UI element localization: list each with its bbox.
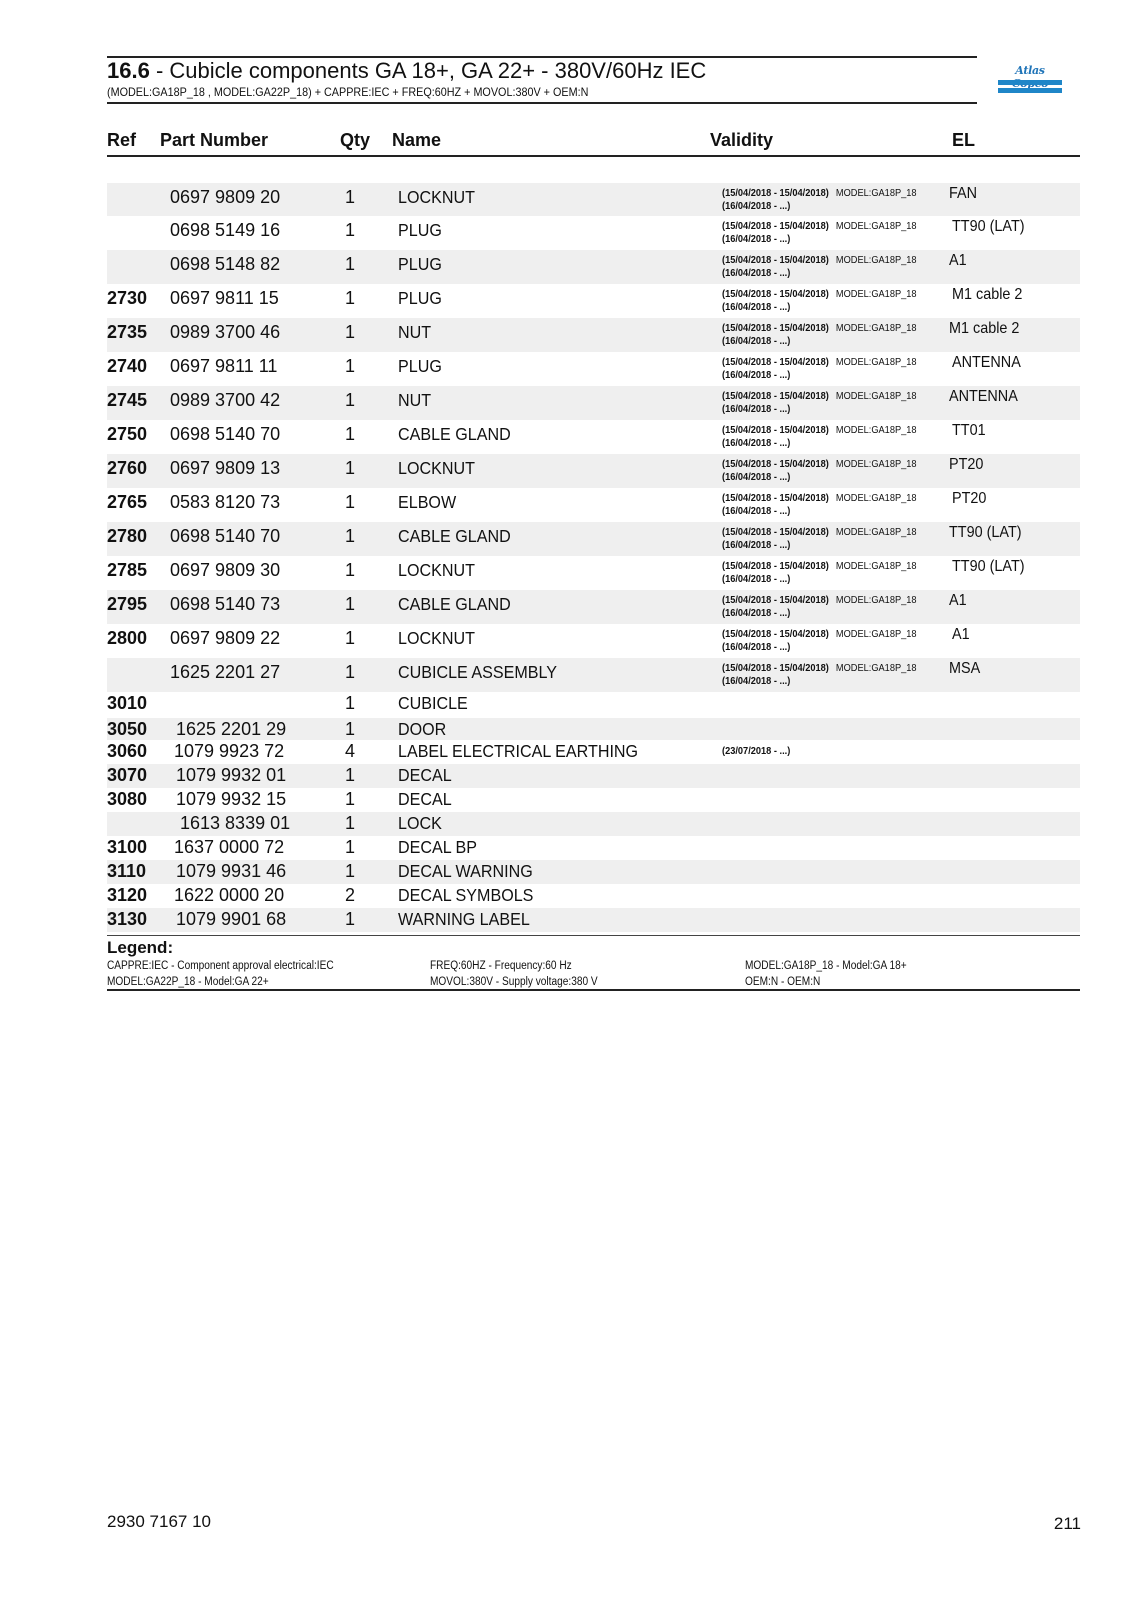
row-part-number: 0698 5149 16 [170, 220, 281, 240]
col-header-name: Name [392, 130, 442, 150]
row-part-number: 1637 0000 72 [174, 837, 285, 857]
legend-top-rule [107, 935, 1080, 936]
row-name: LOCKNUT [398, 628, 475, 648]
table-row [107, 488, 1080, 522]
row-validity [722, 322, 917, 348]
validity-date-range: (15/04/2018 - 15/04/2018) [722, 254, 829, 266]
row-ref: 3010 [107, 693, 148, 713]
validity-model: MODEL:GA18P_18 [835, 662, 917, 674]
row-el: TT90 (LAT) [952, 218, 1025, 235]
table-row [107, 250, 1080, 284]
row-name: CABLE GLAND [398, 594, 511, 614]
row-qty: 1 [345, 424, 356, 444]
validity-date-range: (15/04/2018 - 15/04/2018) [722, 458, 829, 470]
row-name: PLUG [398, 254, 442, 274]
validity-model: MODEL:GA18P_18 [835, 628, 917, 640]
validity-model: MODEL:GA18P_18 [835, 424, 917, 436]
table-row [107, 860, 1080, 884]
legend-item: MODEL:GA22P_18 - Model:GA 22+ [107, 976, 269, 988]
row-el: TT01 [952, 422, 986, 439]
row-name: LOCKNUT [398, 458, 475, 478]
row-part-number: 0583 8120 73 [170, 492, 281, 512]
row-qty: 1 [345, 837, 356, 857]
row-qty: 1 [345, 628, 356, 648]
row-validity [722, 745, 797, 758]
row-name: DECAL SYMBOLS [398, 885, 534, 905]
row-name: DECAL [398, 765, 452, 785]
row-qty: 1 [345, 560, 356, 580]
row-qty: 1 [345, 662, 356, 682]
row-name: NUT [398, 322, 432, 342]
row-validity [722, 628, 917, 654]
row-qty: 1 [345, 526, 356, 546]
validity-model: MODEL:GA18P_18 [835, 560, 917, 572]
row-part-number: 1079 9932 15 [176, 789, 287, 809]
row-part-number: 0698 5140 70 [170, 424, 281, 444]
validity-date-range: (15/04/2018 - 15/04/2018) [722, 356, 829, 368]
row-name: WARNING LABEL [398, 909, 530, 929]
validity-model: MODEL:GA18P_18 [835, 288, 917, 300]
page-number: 211 [1053, 1514, 1081, 1533]
validity-date-range: (15/04/2018 - 15/04/2018) [722, 288, 829, 300]
row-el: FAN [949, 185, 978, 202]
row-qty: 2 [345, 885, 356, 905]
row-part-number: 1079 9901 68 [176, 909, 287, 929]
row-ref: 2765 [107, 492, 148, 512]
table-row [107, 812, 1080, 836]
row-validity [722, 458, 917, 484]
row-part-number: 1625 2201 29 [176, 719, 287, 739]
col-header-part-number: Part Number [160, 130, 269, 150]
row-validity [722, 662, 917, 688]
row-qty: 1 [345, 693, 356, 713]
row-ref: 3060 [107, 741, 148, 761]
row-name: PLUG [398, 288, 442, 308]
section-title: - Cubicle components GA 18+, GA 22+ - 380V/60Hz IEC [149, 58, 707, 83]
row-el: TT90 (LAT) [949, 524, 1022, 541]
row-part-number: 0697 9809 13 [170, 458, 281, 478]
table-row [107, 216, 1080, 250]
row-ref: 2795 [107, 594, 148, 614]
row-name: DECAL BP [398, 837, 478, 857]
row-qty: 1 [345, 789, 356, 809]
table-row [107, 352, 1080, 386]
row-qty: 1 [345, 813, 356, 833]
validity-date-range: (16/04/2018 - ...) [722, 641, 791, 653]
row-ref: 3120 [107, 885, 148, 905]
validity-date-range: (16/04/2018 - ...) [722, 573, 791, 585]
validity-model: MODEL:GA18P_18 [835, 187, 917, 199]
row-name: NUT [398, 390, 432, 410]
row-name: LABEL ELECTRICAL EARTHING [398, 741, 639, 761]
section-number: 16.6 [107, 58, 150, 83]
row-part-number: 0697 9809 22 [170, 628, 281, 648]
validity-model: MODEL:GA18P_18 [835, 254, 917, 266]
row-name: CABLE GLAND [398, 526, 511, 546]
legend-item: MOVOL:380V - Supply voltage:380 V [430, 976, 598, 988]
validity-date-range: (16/04/2018 - ...) [722, 403, 791, 415]
row-el: PT20 [949, 456, 984, 473]
row-part-number: 1079 9923 72 [174, 741, 285, 761]
legend-item: FREQ:60HZ - Frequency:60 Hz [430, 960, 572, 972]
table-row [107, 318, 1080, 352]
validity-date-range: (16/04/2018 - ...) [722, 471, 791, 483]
row-validity [722, 424, 917, 450]
row-ref: 3130 [107, 909, 148, 929]
row-qty: 1 [345, 220, 356, 240]
row-name: DOOR [398, 719, 447, 739]
row-validity [722, 492, 917, 518]
row-part-number: 0697 9811 15 [170, 288, 279, 308]
table-row [107, 183, 1080, 216]
table-row [107, 454, 1080, 488]
table-row [107, 590, 1080, 624]
table-row [107, 718, 1080, 740]
validity-date-range: (16/04/2018 - ...) [722, 437, 791, 449]
page-subtitle: (MODEL:GA18P_18 , MODEL:GA22P_18) + CAPPRE:IEC + FREQ:60HZ + MOVOL:380V + OEM:N [107, 85, 589, 99]
row-ref: 2730 [107, 288, 148, 308]
row-el: ANTENNA [952, 354, 1021, 371]
row-name: LOCKNUT [398, 187, 475, 207]
table-row [107, 908, 1080, 932]
table-row [107, 836, 1080, 860]
row-name: CUBICLE [398, 693, 468, 713]
row-ref: 3110 [107, 861, 147, 881]
validity-date-range: (16/04/2018 - ...) [722, 369, 791, 381]
row-name: CABLE GLAND [398, 424, 511, 444]
row-ref: 2785 [107, 560, 148, 580]
table-row [107, 884, 1080, 908]
row-name: ELBOW [398, 492, 457, 512]
row-qty: 1 [345, 719, 356, 739]
validity-date-range: (16/04/2018 - ...) [722, 335, 791, 347]
table-row [107, 386, 1080, 420]
row-qty: 1 [345, 594, 356, 614]
validity-model: MODEL:GA18P_18 [835, 322, 917, 334]
row-part-number: 1625 2201 27 [170, 662, 281, 682]
row-el: A1 [949, 252, 967, 269]
legend-item: CAPPRE:IEC - Component approval electrical:IEC [107, 960, 334, 972]
table-row [107, 624, 1080, 658]
row-el: ANTENNA [949, 388, 1018, 405]
row-ref: 2750 [107, 424, 148, 444]
logo-bar [998, 88, 1062, 93]
legend-bottom-rule [107, 989, 1080, 991]
row-ref: 3050 [107, 719, 148, 739]
table-row [107, 788, 1080, 812]
validity-date-range: (16/04/2018 - ...) [722, 539, 791, 551]
row-el: M1 cable 2 [952, 286, 1023, 303]
row-part-number: 0698 5140 70 [170, 526, 281, 546]
row-qty: 1 [345, 322, 356, 342]
validity-date-range: (15/04/2018 - 15/04/2018) [722, 322, 829, 334]
col-header-qty: Qty [340, 130, 371, 150]
validity-date-range: (15/04/2018 - 15/04/2018) [722, 662, 829, 674]
legend-item: MODEL:GA18P_18 - Model:GA 18+ [745, 960, 907, 972]
legend-title: Legend: [107, 938, 174, 957]
col-header-ref: Ref [107, 130, 137, 150]
row-qty: 1 [345, 909, 356, 929]
validity-date-range: (16/04/2018 - ...) [722, 607, 791, 619]
row-qty: 1 [345, 492, 356, 512]
row-name: DECAL WARNING [398, 861, 533, 881]
row-ref: 2745 [107, 390, 148, 410]
row-el: A1 [949, 592, 967, 609]
table-row [107, 522, 1080, 556]
row-el: A1 [952, 626, 970, 643]
row-part-number: 0697 9809 20 [170, 187, 281, 207]
validity-date-range: (15/04/2018 - 15/04/2018) [722, 220, 829, 232]
row-part-number: 0697 9811 11 [170, 356, 278, 376]
row-el: PT20 [952, 490, 987, 507]
row-validity [722, 356, 917, 382]
row-name: CUBICLE ASSEMBLY [398, 662, 557, 682]
validity-date-range: (15/04/2018 - 15/04/2018) [722, 526, 829, 538]
row-ref: 3100 [107, 837, 148, 857]
validity-date-range: (16/04/2018 - ...) [722, 301, 791, 313]
validity-model: MODEL:GA18P_18 [835, 356, 917, 368]
logo-bar [998, 80, 1062, 85]
row-part-number: 0698 5148 82 [170, 254, 281, 274]
validity-date-range: (16/04/2018 - ...) [722, 233, 791, 245]
row-validity [722, 254, 917, 280]
row-qty: 1 [345, 861, 356, 881]
row-name: LOCK [398, 813, 442, 833]
row-validity [722, 288, 917, 314]
col-header-el: EL [952, 130, 976, 150]
row-part-number: 0698 5140 73 [170, 594, 281, 614]
row-ref: 2800 [107, 628, 148, 648]
row-name: LOCKNUT [398, 560, 475, 580]
validity-model: MODEL:GA18P_18 [835, 594, 917, 606]
row-ref: 2740 [107, 356, 148, 376]
row-validity [722, 390, 917, 416]
validity-date-range: (16/04/2018 - ...) [722, 267, 791, 279]
header-bottom-rule [107, 102, 977, 104]
validity-model: MODEL:GA18P_18 [835, 458, 917, 470]
table-row [107, 284, 1080, 318]
row-validity [722, 594, 917, 620]
table-row [107, 420, 1080, 454]
validity-date-range: (15/04/2018 - 15/04/2018) [722, 628, 829, 640]
row-ref: 3080 [107, 789, 148, 809]
row-qty: 1 [345, 765, 356, 785]
row-ref: 2735 [107, 322, 148, 342]
row-name: PLUG [398, 356, 442, 376]
logo-wordmark: Atlas [1015, 64, 1045, 77]
row-qty: 1 [345, 390, 356, 410]
table-row [107, 692, 1080, 718]
row-el: M1 cable 2 [949, 320, 1020, 337]
col-header-validity: Validity [710, 130, 774, 150]
row-qty: 1 [345, 356, 356, 376]
table-row [107, 764, 1080, 788]
validity-date-range: (23/07/2018 - ...) [722, 745, 791, 757]
row-qty: 4 [345, 741, 356, 761]
atlas-copco-logo [998, 60, 1062, 94]
row-ref: 3070 [107, 765, 148, 785]
validity-model: MODEL:GA18P_18 [835, 220, 917, 232]
row-validity [722, 187, 917, 213]
col-header-rule [107, 155, 1080, 157]
validity-date-range: (15/04/2018 - 15/04/2018) [722, 560, 829, 572]
row-validity [722, 560, 917, 586]
table-row [107, 658, 1080, 692]
row-qty: 1 [345, 458, 356, 478]
validity-date-range: (16/04/2018 - ...) [722, 505, 791, 517]
row-part-number: 1079 9932 01 [176, 765, 287, 785]
row-validity [722, 220, 917, 246]
validity-model: MODEL:GA18P_18 [835, 492, 917, 504]
row-ref: 2780 [107, 526, 148, 546]
row-name: PLUG [398, 220, 442, 240]
document-number: 2930 7167 10 [107, 1512, 211, 1531]
validity-model: MODEL:GA18P_18 [835, 526, 917, 538]
table-row [107, 740, 1080, 764]
row-qty: 1 [345, 254, 356, 274]
row-part-number: 0697 9809 30 [170, 560, 281, 580]
row-validity [722, 526, 917, 552]
row-part-number: 1079 9931 46 [176, 861, 287, 881]
row-part-number: 0989 3700 42 [170, 390, 281, 410]
validity-model: MODEL:GA18P_18 [835, 390, 917, 402]
row-qty: 1 [345, 288, 356, 308]
row-name: DECAL [398, 789, 452, 809]
validity-date-range: (15/04/2018 - 15/04/2018) [722, 424, 829, 436]
validity-date-range: (16/04/2018 - ...) [722, 200, 791, 212]
row-part-number: 1613 8339 01 [180, 813, 291, 833]
validity-date-range: (15/04/2018 - 15/04/2018) [722, 390, 829, 402]
row-ref: 2760 [107, 458, 148, 478]
row-qty: 1 [345, 187, 356, 207]
row-el: MSA [949, 660, 981, 677]
validity-date-range: (15/04/2018 - 15/04/2018) [722, 492, 829, 504]
row-part-number: 0989 3700 46 [170, 322, 281, 342]
row-el: TT90 (LAT) [952, 558, 1025, 575]
validity-date-range: (16/04/2018 - ...) [722, 675, 791, 687]
validity-date-range: (15/04/2018 - 15/04/2018) [722, 187, 829, 199]
row-part-number: 1622 0000 20 [174, 885, 285, 905]
validity-date-range: (15/04/2018 - 15/04/2018) [722, 594, 829, 606]
page-title [107, 58, 706, 84]
legend-item: OEM:N - OEM:N [745, 976, 821, 988]
table-row [107, 556, 1080, 590]
